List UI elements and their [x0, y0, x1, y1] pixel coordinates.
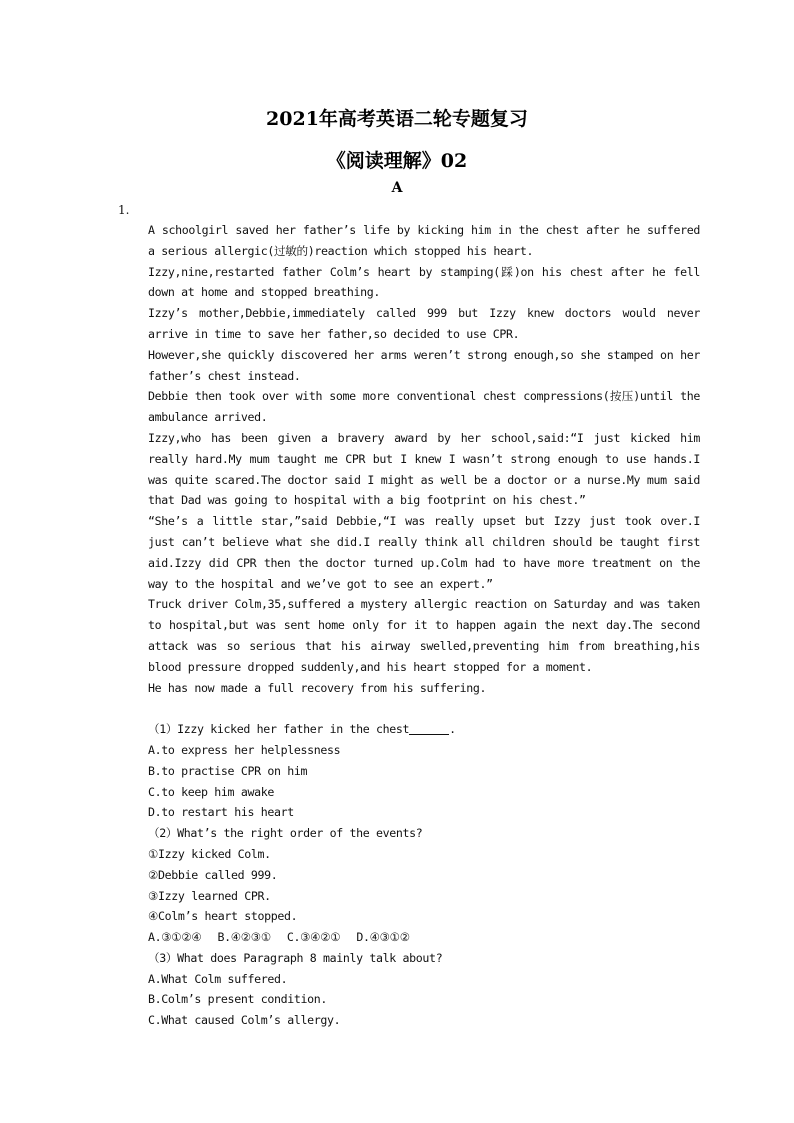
passage-paragraph: Izzy,who has been given a bravery award by her school,said:“I just kicked him really hard.My mum taught me CPR but I knew I wasn’t strong enough to use hands.I was quite scared.The doctor said I might as well be a doctor or a nurse.My mum said that Dad was going to hospital with a big footprint on his chest.” — [148, 430, 700, 508]
option-a: A.to express her helplessness — [148, 742, 341, 757]
option-c: C.③④②① — [286, 930, 341, 945]
spacer — [148, 698, 700, 719]
option-a: A.③①②④ — [148, 930, 202, 945]
event-item: ②Debbie called 999. — [148, 867, 278, 882]
question-1-end: . — [449, 722, 456, 737]
passage-paragraph: Izzy’s mother,Debbie,immediately called 999 but Izzy knew doctors would never arrive in time to save her father,so decided to use CPR. — [148, 306, 700, 341]
document-title: 2021年高考英语二轮专题复习 — [266, 108, 528, 130]
question-3-stem: （3）What does Paragraph 8 mainly talk about? — [148, 950, 443, 965]
passage-paragraph: He has now made a full recovery from his suffering. — [148, 680, 487, 695]
event-item: ④Colm’s heart stopped. — [148, 909, 298, 924]
option-c: C.What caused Colm’s allergy. — [148, 1013, 341, 1028]
passage-paragraph: Debbie then took over with some more conventional chest compressions(按压)until the ambulance arrived. — [148, 389, 700, 425]
passage-paragraph: However,she quickly discovered her arms weren’t strong enough,so she stamped on her father’s chest instead. — [148, 347, 700, 383]
answer-blank[interactable] — [409, 722, 449, 735]
passage-paragraph: Truck driver Colm,35,suffered a mystery allergic reaction on Saturday and was taken to hospital,but was sent home only for it to happen again the next day.The second attack was so serious that his airway swelled,preventing him from breathing,his blood pressure dropped suddenly,and his heart stopped for a moment. — [148, 597, 700, 674]
passage-paragraph: Izzy,nine,restarted father Colm’s heart by stamping(踩)on his chest after he fell down at home and stopped breathing. — [148, 264, 700, 300]
option-d: D.to restart his heart — [148, 805, 294, 820]
passage-body — [148, 220, 700, 1031]
option-a: A.What Colm suffered. — [148, 971, 288, 986]
question-1-stem — [148, 719, 700, 740]
passage-paragraph: A schoolgirl saved her father’s life by kicking him in the chest after he suffered a serious allergic(过敏的)reaction which stopped his heart. — [148, 223, 700, 258]
option-b: B.④②③① — [217, 930, 271, 945]
passage-paragraph: “She’s a little star,”said Debbie,“I was really upset but Izzy just took over.I just can’t believe what she did.I really think all children should be taught first aid.Izzy did CPR then the doctor turned up.Colm had to have more treatment on the way to the hospital and we’ve got to see an expert.” — [148, 514, 700, 591]
option-d: D.④③①② — [356, 930, 410, 945]
option-b: B.Colm’s present condition. — [148, 992, 328, 1007]
question-2-options — [148, 927, 700, 948]
option-c: C.to keep him awake — [148, 784, 274, 799]
question-1-text: （1）Izzy kicked her father in the chest — [148, 722, 410, 737]
section-label: A — [391, 180, 403, 196]
option-b: B.to practise CPR on him — [148, 763, 308, 778]
document-subtitle: 《阅读理解》02 — [326, 150, 468, 172]
question-number: 1. — [118, 203, 130, 217]
question-2-stem: （2）What’s the right order of the events? — [148, 826, 423, 841]
event-item: ③Izzy learned CPR. — [148, 888, 271, 903]
event-item: ①Izzy kicked Colm. — [148, 846, 271, 861]
